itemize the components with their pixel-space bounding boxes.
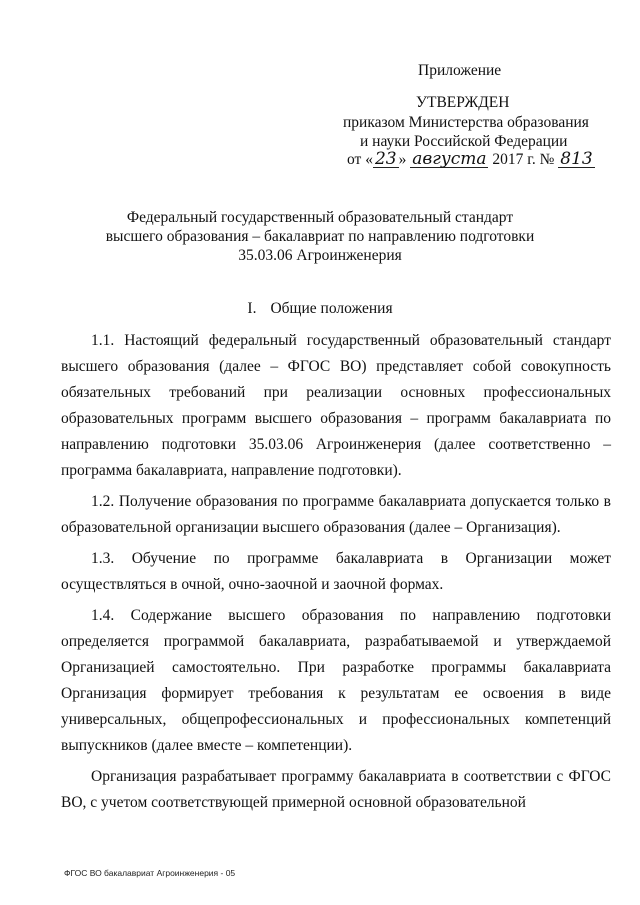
document-body xyxy=(61,328,611,821)
approved-label: УТВЕРЖДЕН xyxy=(416,94,510,111)
order-line-2: и науки Российской Федерации xyxy=(360,133,568,150)
paragraph-organization: Организация разрабатывает программу бакалавриата в соответствии с ФГОС ВО, с учетом соответствующей примерной основной образовательной xyxy=(61,768,611,811)
document-title xyxy=(60,208,580,265)
page-footer: ФГОС ВО бакалавриат Агроинженерия - 05 xyxy=(64,868,236,878)
paragraph-1-3: 1.3. Обучение по программе бакалавриата в Организации может осуществляться в очной, очно-заочной и заочной формах. xyxy=(61,550,611,593)
paragraph-1-1: 1.1. Настоящий федеральный государственный образовательный стандарт высшего образования (далее – ФГОС ВО) представляет собой совокупность обязательных требований при реализации основных профессиональных образовательных программ высшего образования – программ бакалавриата по направлению подготовки 35.03.06 Агроинженерия (далее соответственно – программа бакалавриата, направление подготовки). xyxy=(61,332,611,479)
paragraph-1-2: 1.2. Получение образования по программе бакалавриата допускается только в образовательной организации высшего образования (далее – Организация). xyxy=(61,493,611,536)
order-number-handwritten: 813 xyxy=(560,149,593,169)
date-prefix: от « xyxy=(347,151,373,168)
section-number: I. xyxy=(247,300,257,317)
order-line-1: приказом Министерства образования xyxy=(343,114,589,131)
section-heading xyxy=(0,300,640,318)
date-month-handwritten: августа xyxy=(412,149,487,169)
paragraph-1-4: 1.4. Содержание высшего образования по направлению подготовки определяется программой бакалавриата, разрабатываемой и утверждаемой Организацией самостоятельно. При разработке программы бакалавриата Организация формирует требования к результатам ее освоения в виде универсальных, общепрофессиональных и профессиональных компетенций выпускников (далее вместе – компетенции). xyxy=(61,607,611,754)
title-line-3: 35.03.06 Агроинженерия xyxy=(238,247,402,264)
date-year: 2017 г. № xyxy=(492,151,555,168)
section-title: Общие положения xyxy=(270,300,393,317)
date-separator: » xyxy=(398,151,407,168)
title-line-2: высшего образования – бакалавриат по направлению подготовки xyxy=(105,228,535,245)
title-line-1: Федеральный государственный образовательный стандарт xyxy=(126,209,514,226)
date-day-handwritten: 23 xyxy=(374,149,397,169)
order-date-line xyxy=(347,151,595,169)
appendix-label: Приложение xyxy=(418,62,502,79)
